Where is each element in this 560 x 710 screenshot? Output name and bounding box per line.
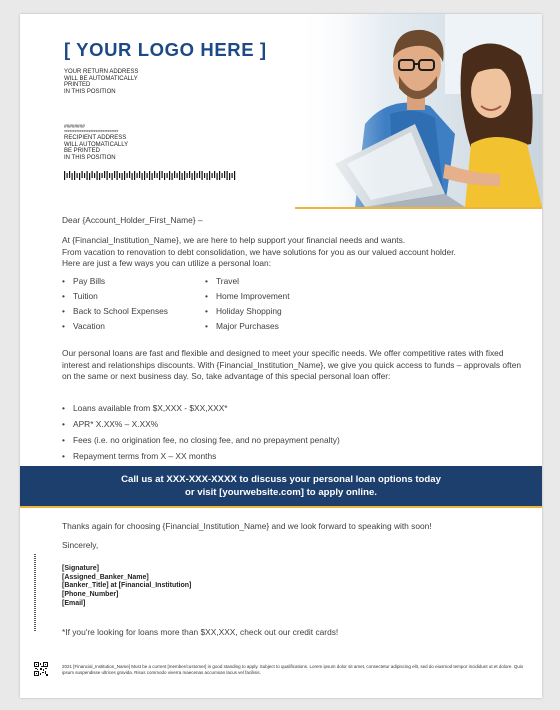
closing: Sincerely, [62, 540, 99, 550]
cta-phone-line: Call us at XXX-XXX-XXXX to discuss your personal loan options today [121, 474, 441, 485]
list-item: • Vacation [62, 319, 168, 334]
intro-paragraph: At {Financial_Institution_Name}, we are here to help support your financial needs and wants. From vacation to renovation to debt consolidation, we have solutions for you as our valued account holder. Here are just a few ways you can utilize a personal loan: [62, 235, 456, 268]
cta-accent-rule [20, 506, 542, 508]
greeting: Dear {Account_Holder_First_Name} – [62, 215, 203, 225]
bullet-icon: • [62, 435, 65, 445]
postal-barcode-icon [64, 171, 239, 180]
offer-paragraph: Our personal loans are fast and flexible and designed to meet your specific needs. We offer competitive rates with fixed interest and relationships discounts. With {Financial_Institution_Name}, we give you quick access to funds – approvals often on the same or next business day. So, take advantage of this special personal loan offer: [62, 348, 522, 381]
logo-placeholder: [ YOUR LOGO HERE ] [64, 39, 267, 60]
qr-code-icon [34, 662, 48, 676]
call-to-action-banner [20, 466, 542, 506]
bullet-icon: • [62, 451, 65, 461]
list-item: • Repayment terms from X – XX months [62, 448, 340, 464]
recipient-address: RECIPIENT ADDRESS WILL AUTOMATICALLY BE PRINTED IN THIS POSITION [64, 135, 129, 161]
offer-list [62, 400, 340, 464]
thanks-line: Thanks again for choosing {Financial_Institution_Name} and we look forward to speaking with soon! [62, 521, 432, 531]
list-item: • Pay Bills [62, 274, 168, 289]
photo-illustration [295, 14, 542, 207]
legal-disclaimer: 2021 [Financial_Institution_Name] Must be a current [member/customer] in good standing to apply. Subject to qualifications. Lorem ipsum dolor sit amet, consectetur adipiscing elit, sed do eiusmod tempor incididunt ut et dolore. Quis ipsum suspendisse ultrices gravida. Risus commodo viverra maecenas accumsan lacus vel facilisis. [62, 664, 524, 675]
bullet-icon: • [62, 306, 65, 316]
list-item: • Travel [205, 274, 290, 289]
signature-block: [Signature] [Assigned_Banker_Name] [Banker_Title] at [Financial_Institution] [Phone_Number] [Email] [62, 565, 192, 607]
list-item: • Major Purchases [205, 319, 290, 334]
list-item: • Holiday Shopping [205, 304, 290, 319]
list-item: • Fees (i.e. no origination fee, no closing fee, and no prepayment penalty) [62, 432, 340, 448]
cta-website-line: or visit [yourwebsite.com] to apply online. [185, 487, 377, 498]
presort-code: ######## ******************************* [64, 124, 119, 136]
credit-card-footnote: *If you're looking for loans more than $XX,XXX, check out our credit cards! [62, 627, 339, 637]
list-item: • Loans available from $X,XXX - $XX,XXX* [62, 400, 340, 416]
letter-page [20, 14, 542, 698]
bullet-icon: • [62, 321, 65, 331]
return-address: YOUR RETURN ADDRESS WILL BE AUTOMATICALLY PRINTED IN THIS POSITION [64, 69, 139, 95]
list-item: • Home Improvement [205, 289, 290, 304]
bullet-icon: • [205, 321, 208, 331]
bullet-icon: • [62, 403, 65, 413]
bullet-icon: • [205, 306, 208, 316]
list-item: • Back to School Expenses [62, 304, 168, 319]
loan-uses-left-column [62, 274, 168, 334]
bullet-icon: • [205, 276, 208, 286]
list-item: • Tuition [62, 289, 168, 304]
bullet-icon: • [62, 276, 65, 286]
bullet-icon: • [62, 291, 65, 301]
side-tracking-mark [34, 554, 36, 632]
list-item: • APR* X.XX% – X.XX% [62, 416, 340, 432]
couple-at-laptop-photo [295, 14, 542, 207]
bullet-icon: • [62, 419, 65, 429]
photo-accent-rule [295, 207, 542, 209]
bullet-icon: • [205, 291, 208, 301]
loan-uses-right-column [205, 274, 290, 334]
